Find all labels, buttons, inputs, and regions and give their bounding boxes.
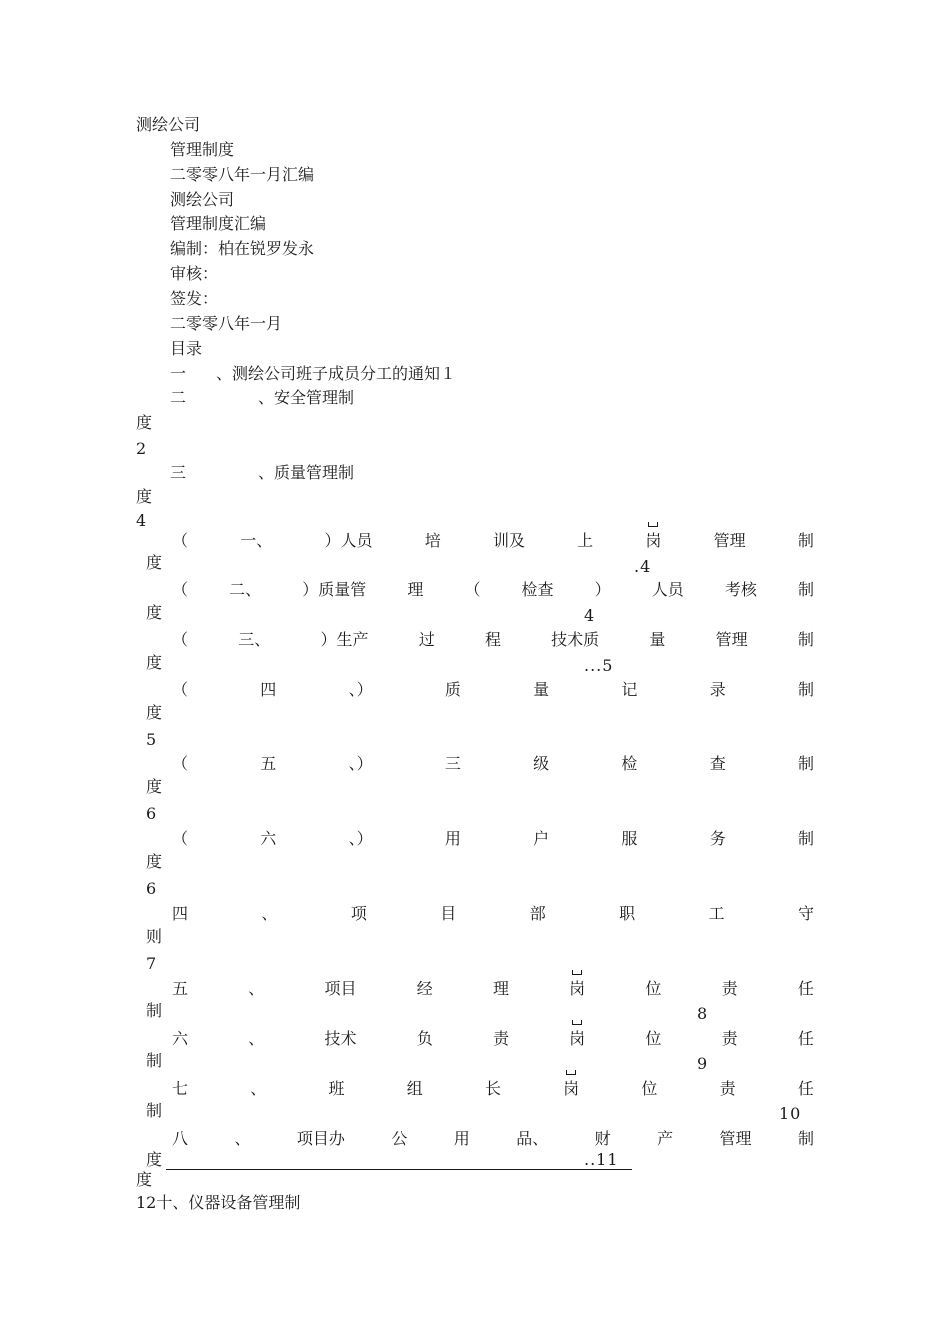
toc-entry-6-page: ...5: [584, 656, 614, 675]
issue-date: 二零零八年一月: [170, 314, 283, 333]
compile-date: 二零零八年一月汇编: [170, 165, 315, 184]
toc-entry-13-page: 10: [779, 1104, 802, 1123]
trailing-tail: 度: [136, 1170, 153, 1189]
toc-entry-3-page: 4: [136, 511, 148, 530]
toc-entry-12: 六 、 技术 负 责 岗 位 责 任: [172, 1026, 814, 1048]
org-name-2: 测绘公司: [170, 190, 235, 209]
toc-entry-10-tail: 则: [146, 927, 163, 946]
toc-entry-2-page: 2: [136, 439, 148, 458]
toc-entry-10-page: 7: [146, 954, 158, 973]
toc-entry-14-page: ..11: [584, 1150, 619, 1169]
toc-entry-11-tail: 制: [146, 1001, 163, 1020]
toc-entry-5-tail: 度: [146, 603, 163, 622]
toc-entry-8: （ 五 、） 三 级 检 查 制: [172, 753, 814, 773]
reviewer-line: 审核：: [170, 264, 219, 283]
toc-entry-13-tail: 制: [146, 1101, 163, 1120]
toc-entry-3-title: 、质量管理制: [258, 463, 355, 482]
toc-heading: 目录: [170, 339, 203, 358]
toc-entry-9-page: 6: [146, 879, 158, 898]
toc-entry-10: 四 、 项 目 部 职 工 守: [172, 903, 814, 923]
toc-entry-2-num: 二: [170, 388, 187, 407]
toc-entry-14-tail: 度: [146, 1150, 163, 1169]
issuer-line: 签发：: [170, 289, 219, 308]
org-name: 测绘公司: [136, 115, 201, 134]
toc-entry-7: （ 四 、） 质 量 记 录 制: [172, 679, 814, 699]
toc-entry-3-tail: 度: [136, 487, 153, 506]
toc-entry-6: （ 三、 ）生产 过 程 技术质 量 管理 制: [172, 629, 814, 649]
toc-entry-7-tail: 度: [146, 703, 163, 722]
toc-entry-12-page: 9: [697, 1054, 709, 1073]
toc-entry-4-page: .4: [634, 557, 652, 576]
toc-entry-1-num: 一: [170, 364, 187, 383]
toc-entry-9: （ 六 、） 用 户 服 务 制: [172, 828, 814, 848]
toc-entry-1-title: 、测绘公司班子成员分工的通知１: [216, 364, 457, 383]
toc-entry-7-page: 5: [146, 730, 158, 749]
toc-entry-14: 八 、 项目办 公 用 品、 财 产 管理 制: [172, 1128, 814, 1148]
toc-entry-2-tail: 度: [136, 413, 153, 432]
toc-entry-11: 五 、 项目 经 理 岗 位 责 任: [172, 976, 814, 998]
doc-title-2: 管理制度汇编: [170, 214, 267, 233]
toc-entry-13: 七 、 班 组 长 岗 位 责 任: [172, 1076, 814, 1098]
toc-entry-11-page: 8: [697, 1004, 709, 1023]
toc-entry-6-tail: 度: [146, 653, 163, 672]
toc-entry-5: （ 二、 ）质量管 理 （ 检查 ） 人员 考核 制: [172, 579, 814, 599]
doc-title: 管理制度: [170, 140, 235, 159]
toc-entry-2-title: 、安全管理制: [258, 388, 355, 407]
editor-line: 编制：柏在锐罗发永: [170, 239, 315, 258]
toc-underline: [166, 1169, 632, 1170]
trailing-line: 12十、仪器设备管理制: [136, 1193, 301, 1212]
toc-entry-3-num: 三: [170, 463, 187, 482]
toc-entry-4: （ 一、 ）人员 培 训及 上 岗 管理 制: [172, 528, 814, 550]
toc-entry-4-tail: 度: [146, 553, 163, 572]
toc-entry-8-tail: 度: [146, 777, 163, 796]
toc-entry-8-page: 6: [146, 804, 158, 823]
toc-entry-9-tail: 度: [146, 852, 163, 871]
toc-entry-12-tail: 制: [146, 1051, 163, 1070]
toc-entry-5-page: 4: [584, 606, 596, 625]
